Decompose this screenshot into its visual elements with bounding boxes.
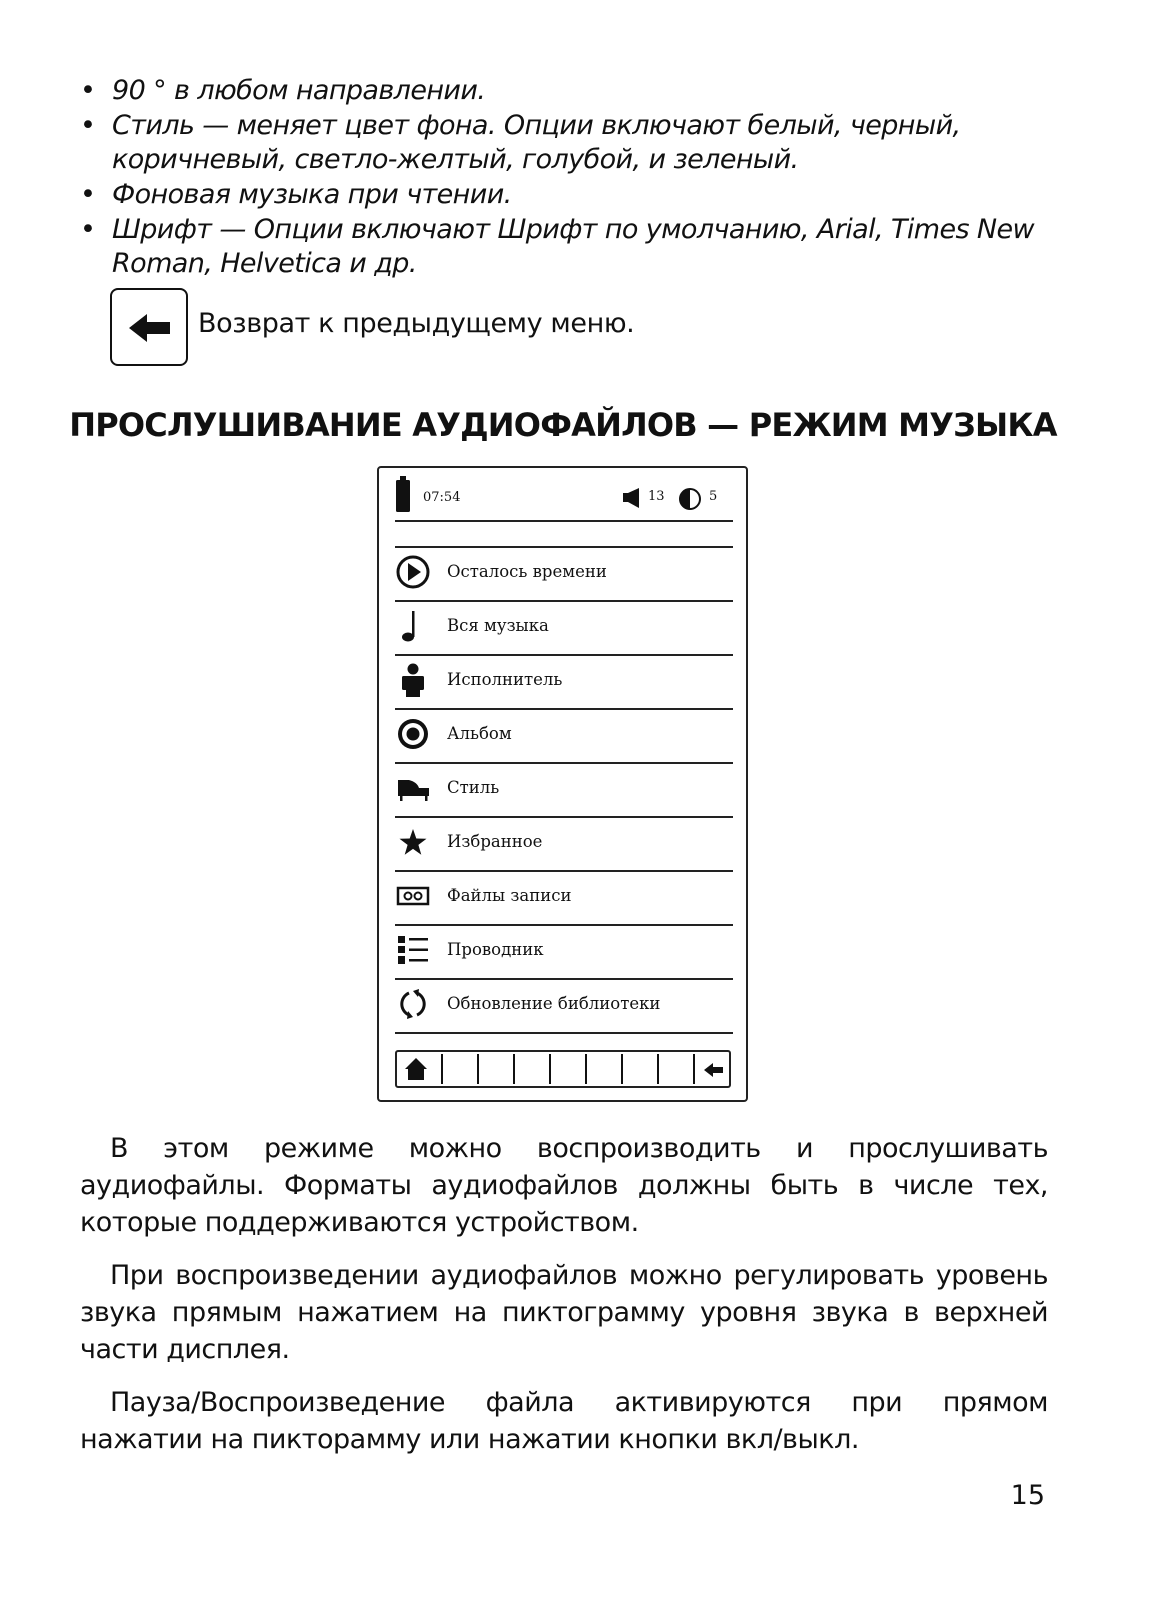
bullet-text: Фоновая музыка при чтении. [112, 179, 512, 210]
menu-item-explorer[interactable] [395, 926, 733, 978]
battery-icon [395, 476, 411, 514]
home-icon[interactable] [403, 1056, 429, 1082]
bottom-toolbar [395, 1050, 731, 1088]
back-instruction-text: Возврат к предыдущему меню. [198, 308, 635, 339]
menu-item-remaining-time[interactable] [395, 548, 733, 600]
menu-item-label: Вся музыка [447, 616, 549, 635]
status-contrast: 5 [709, 489, 718, 504]
speaker-icon[interactable] [623, 488, 641, 508]
bullet-marker: • [80, 110, 96, 141]
person-icon [395, 662, 431, 698]
piano-icon [395, 770, 431, 806]
bullet-item [80, 178, 1070, 212]
toolbar-separator [621, 1054, 623, 1084]
disc-icon [395, 716, 431, 752]
toolbar-separator [477, 1054, 479, 1084]
refresh-icon [395, 986, 431, 1022]
bullet-text: Стиль — меняет цвет фона. Опции включают белый, черный, коричневый, светло-желтый, голубой, и зеленый. [112, 110, 961, 175]
music-note-icon [395, 608, 431, 644]
menu-item-label: Альбом [447, 724, 512, 743]
divider [395, 520, 733, 522]
menu-item-label: Стиль [447, 778, 500, 797]
section-title: ПРОСЛУШИВАНИЕ АУДИОФАЙЛОВ — РЕЖИМ МУЗЫКА [69, 406, 1057, 444]
bullet-marker: • [80, 75, 96, 106]
list-icon [395, 932, 431, 968]
body-paragraph: При воспроизведении аудиофайлов можно регулировать уровень звука прямым нажатием на пиктограмму уровня звука в верхней части дисплея. [80, 1260, 1048, 1365]
menu-item-label: Исполнитель [447, 670, 563, 689]
menu-item-label: Проводник [447, 940, 544, 959]
menu-item-label: Обновление библиотеки [447, 994, 661, 1013]
menu-item-favorites[interactable] [395, 818, 733, 870]
contrast-icon[interactable] [678, 487, 702, 511]
bullet-item [80, 74, 1070, 108]
back-arrow-icon[interactable] [701, 1059, 727, 1081]
toolbar-separator [441, 1054, 443, 1084]
star-icon [395, 824, 431, 860]
status-time: 07:54 [423, 490, 461, 505]
bullet-marker: • [80, 214, 96, 245]
bullet-text: Шрифт — Опции включают Шрифт по умолчанию, Arial, Times New Roman, Helvetica и др. [112, 214, 1034, 279]
status-volume: 13 [648, 489, 665, 504]
bullet-item [80, 109, 1070, 177]
arrow-left-icon [112, 290, 186, 364]
menu-item-all-music[interactable] [395, 602, 733, 654]
toolbar-separator [549, 1054, 551, 1084]
bullet-item [80, 213, 1070, 281]
back-instruction [110, 288, 810, 370]
body-paragraph: Пауза/Воспроизведение файла активируются при прямом нажатии на пикторамму или нажатии кнопки вкл/выкл. [80, 1387, 1048, 1455]
cassette-icon [395, 878, 431, 914]
menu-item-style[interactable] [395, 764, 733, 816]
menu-item-recordings[interactable] [395, 872, 733, 924]
menu-item-artist[interactable] [395, 656, 733, 708]
toolbar-separator [513, 1054, 515, 1084]
play-circle-icon [395, 554, 431, 590]
device-screen-illustration [377, 466, 748, 1102]
toolbar-separator [657, 1054, 659, 1084]
menu-item-album[interactable] [395, 710, 733, 762]
divider [395, 1032, 733, 1034]
menu-item-refresh-library[interactable] [395, 980, 733, 1032]
menu-item-label: Избранное [447, 832, 543, 851]
feature-bullet-list [80, 74, 1070, 282]
page-number: 15 [1010, 1480, 1045, 1511]
body-paragraph: В этом режиме можно воспроизводить и прослушивать аудиофайлы. Форматы аудиофайлов должны быть в числе тех, которые поддерживаются устройством. [80, 1133, 1048, 1238]
menu-item-label: Осталось времени [447, 562, 607, 581]
menu-item-label: Файлы записи [447, 886, 572, 905]
back-button-illustration [110, 288, 188, 366]
toolbar-separator [585, 1054, 587, 1084]
toolbar-separator [693, 1054, 695, 1084]
bullet-text: 90 ° в любом направлении. [112, 75, 486, 106]
bullet-marker: • [80, 179, 96, 210]
